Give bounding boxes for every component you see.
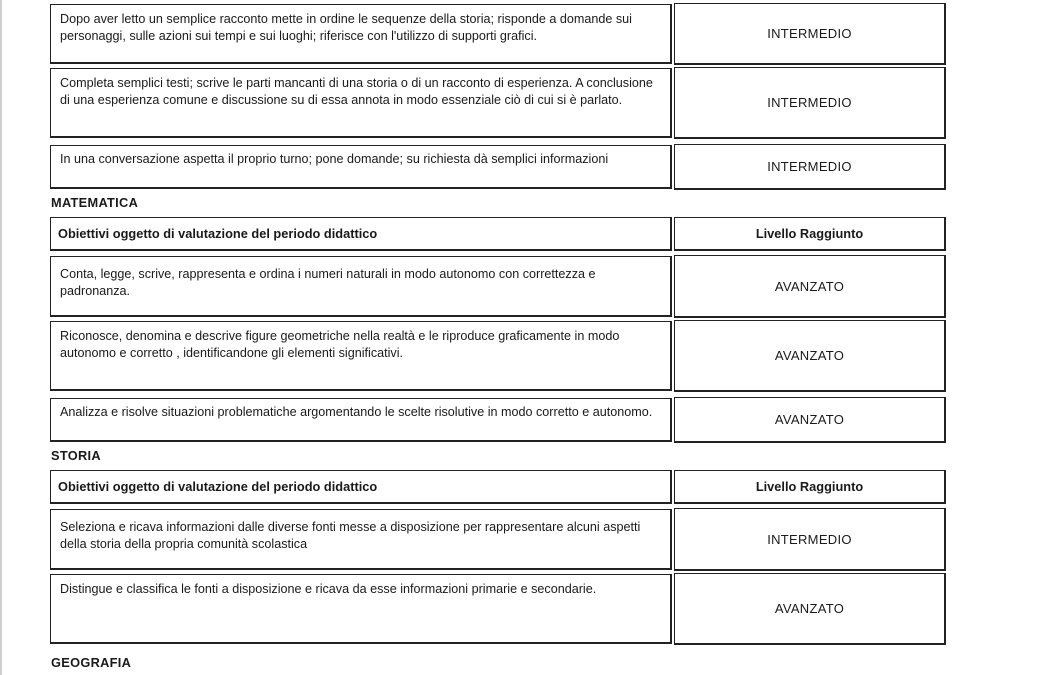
section-title-matematica: MATEMATICA xyxy=(51,195,139,210)
level-cell: INTERMEDIO xyxy=(674,508,946,571)
objective-cell: Conta, legge, scrive, rappresenta e ordina i numeri naturali in modo autonomo con correttezza e padronanza. xyxy=(50,256,672,317)
level-header: Livello Raggiunto xyxy=(674,217,946,251)
section-title-storia: STORIA xyxy=(51,448,101,463)
level-header: Livello Raggiunto xyxy=(674,470,946,504)
objective-cell: Completa semplici testi; scrive le parti mancanti di una storia o di un racconto di esperienza. A conclusione di una esperienza comune e discussione su di essa annota in modo essenziale ciò di cui si è parlato. xyxy=(50,68,672,138)
objectives-header: Obiettivi oggetto di valutazione del periodo didattico xyxy=(50,217,672,251)
level-cell: INTERMEDIO xyxy=(674,144,946,190)
objective-cell: Dopo aver letto un semplice racconto mette in ordine le sequenze della storia; risponde a domande sui personaggi, sulle azioni sui tempi e sui luoghi; riferisce con l'utilizzo di supporti grafici. xyxy=(50,4,672,64)
scan-edge xyxy=(0,0,2,675)
objectives-header: Obiettivi oggetto di valutazione del periodo didattico xyxy=(50,470,672,504)
level-cell: AVANZATO xyxy=(674,573,946,645)
level-cell: AVANZATO xyxy=(674,320,946,392)
objective-cell: Analizza e risolve situazioni problematiche argomentando le scelte risolutive in modo corretto e autonomo. xyxy=(50,398,672,442)
objective-cell: Distingue e classifica le fonti a disposizione e ricava da esse informazioni primarie e secondarie. xyxy=(50,574,672,644)
level-cell: INTERMEDIO xyxy=(674,3,946,65)
level-cell: AVANZATO xyxy=(674,397,946,443)
objective-cell: Riconosce, denomina e descrive figure geometriche nella realtà e le riproduce graficamente in modo autonomo e corretto , identificandone gli elementi significativi. xyxy=(50,321,672,391)
objective-cell: In una conversazione aspetta il proprio turno; pone domande; su richiesta dà semplici informazioni xyxy=(50,145,672,189)
level-cell: INTERMEDIO xyxy=(674,67,946,139)
level-cell: AVANZATO xyxy=(674,255,946,318)
section-title-geografia: GEOGRAFIA xyxy=(51,655,132,670)
objective-cell: Seleziona e ricava informazioni dalle diverse fonti messe a disposizione per rappresentare alcuni aspetti della storia della propria comunità scolastica xyxy=(50,509,672,570)
